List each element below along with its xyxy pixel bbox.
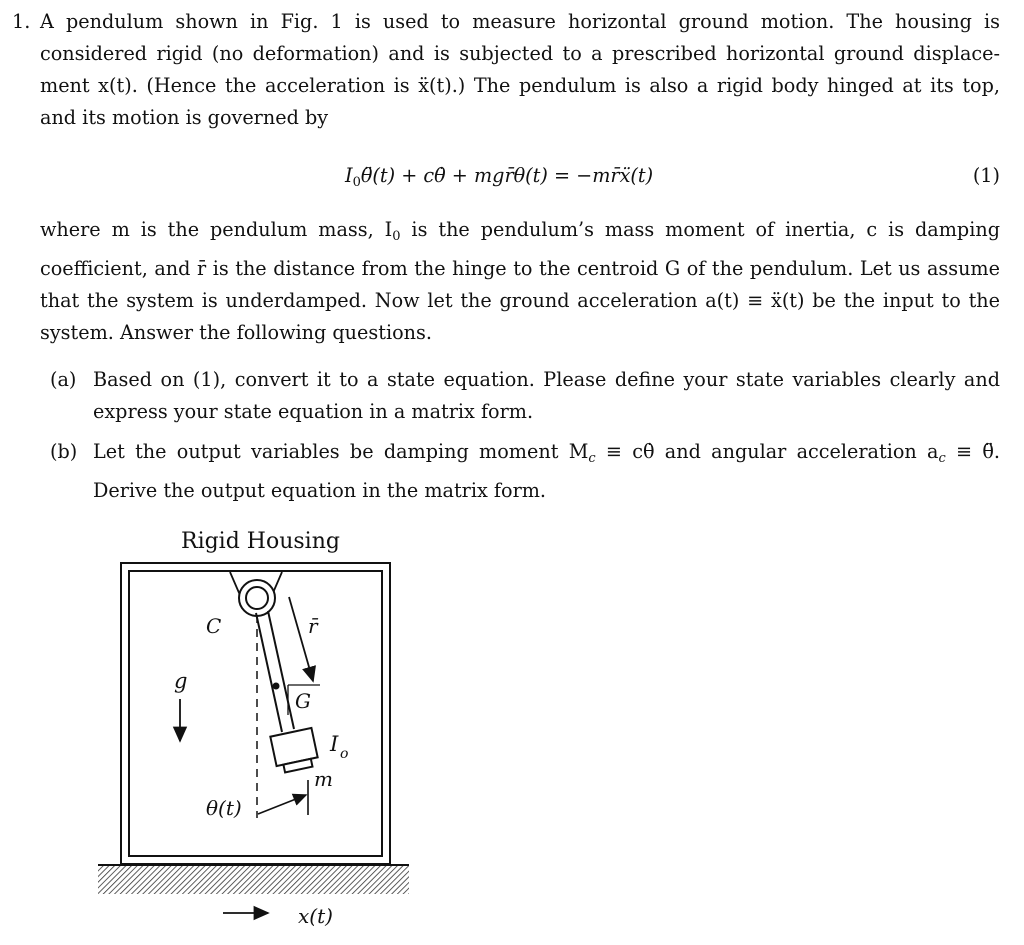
where-subscript: 0: [392, 229, 401, 244]
displacement-label: x(t): [298, 904, 333, 928]
eq-part-4: + mgr̄θ(t) = −mr̄ẍ(t): [445, 164, 654, 187]
problem-intro: A pendulum shown in Fig. 1 is used to measure horizontal ground motion. The housing is considered rigid (no deformation) and is subjected to a prescribed horizontal ground displace- ment x(t). (Hence the acceleration is ẍ(t).) The pendulum is also a rigid body hinged at its top, and its motion is governed by: [40, 10, 1000, 129]
equation-label: (1): [972, 164, 1000, 187]
where-part-1: where m is the pendulum mass, I: [40, 218, 393, 241]
inertia-label-group: [329, 732, 348, 762]
eq-inertia-symbol: I: [345, 164, 353, 187]
centroid-label: G: [295, 689, 311, 713]
housing-label: Rigid Housing: [181, 529, 340, 554]
inertia-subscript: o: [340, 746, 349, 762]
damper-label: C: [206, 614, 222, 638]
pendulum-bob: [270, 728, 319, 774]
rbar-label: r̄: [308, 614, 318, 638]
problem-number: 1.: [12, 10, 31, 33]
eq-part-3: θ̇: [434, 164, 446, 187]
question-a-label: (a): [50, 368, 77, 391]
question-b-label: (b): [50, 440, 78, 463]
inertia-label: I: [330, 732, 339, 756]
rbar-arrow: [289, 597, 313, 681]
question-b-sub-2: c: [938, 451, 946, 466]
equation-body: [345, 160, 653, 199]
pendulum-rod-right: [268, 611, 294, 729]
equation-1: [0, 160, 1024, 192]
pendulum-figure: [80, 515, 440, 935]
question-b-sub-1: c: [588, 451, 596, 466]
angle-label: θ(t): [206, 796, 242, 820]
angle-arrow: [258, 795, 306, 814]
mass-label: m: [314, 767, 333, 791]
ground-hatch: [98, 866, 409, 894]
question-a-text: Based on (1), convert it to a state equation. Please define your state variables clearly and express your state equation in a matrix form.: [93, 368, 1000, 423]
where-part-2: is the pendulum’s mass moment of inertia, c is damping coefficient, and r̄ is the distance from the hinge to the centroid G of the pendulum. Let us assume that the system is underdamped. Now let the ground acceleration a(t) ≡ ẍ(t) be the input to the system. Answer the following questions.: [40, 218, 1000, 344]
question-b-part-1: Let the output variables be damping moment M: [93, 440, 589, 463]
question-b-text: [93, 436, 1000, 507]
question-b-part-3: ≡ θ̈. Derive the output equation in the matrix form.: [93, 440, 1000, 502]
figure-1: [80, 515, 440, 935]
eq-part-2: θ̈(t) + c: [360, 164, 435, 187]
problem-where-paragraph: [40, 214, 1000, 349]
pendulum-rod-left: [256, 613, 282, 732]
centroid-point: [273, 683, 280, 690]
hinge-pin-icon: [246, 587, 268, 609]
question-b-part-2: ≡ cθ̇ and angular acceleration a: [595, 440, 939, 463]
eq-inertia-subscript: 0: [352, 175, 361, 190]
gravity-label: g: [174, 669, 188, 693]
